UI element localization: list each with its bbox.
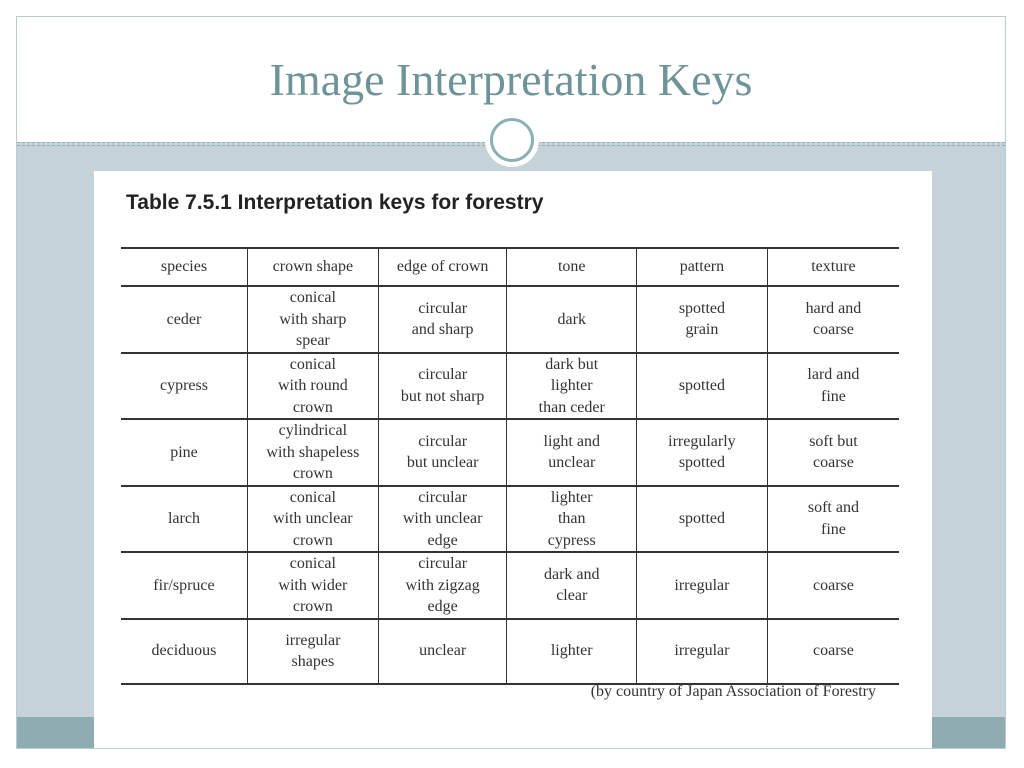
table-cell: conical with round crown: [247, 353, 378, 420]
table-row: [121, 419, 899, 486]
column-header: texture: [767, 248, 899, 286]
interpretation-keys-table: [121, 247, 899, 685]
table-cell: soft and fine: [767, 486, 899, 553]
table-cell: coarse: [767, 552, 899, 619]
table-cell: conical with unclear crown: [247, 486, 378, 553]
table-row: [121, 286, 899, 353]
table-cell: spotted: [637, 486, 768, 553]
table-cell: dark: [507, 286, 637, 353]
table-cell: unclear: [378, 619, 507, 684]
table-cell: irregular: [637, 619, 768, 684]
table-header-row: [121, 248, 899, 286]
table-cell: light and unclear: [507, 419, 637, 486]
table-cell: irregular: [637, 552, 768, 619]
table-cell: spotted: [637, 353, 768, 420]
table-cell: ceder: [166, 310, 202, 328]
table-cell: lighter: [507, 619, 637, 684]
table-cell: larch: [167, 510, 200, 527]
table-cell: circular with unclear edge: [378, 486, 507, 553]
table-cell: conical with wider crown: [247, 552, 378, 619]
column-header: crown shape: [247, 248, 378, 286]
table-cell: cylindrical with shapeless crown: [247, 419, 378, 486]
table-cell: irregularly spotted: [637, 419, 768, 486]
table-body: [121, 286, 899, 684]
table-cell: circular but not sharp: [378, 353, 507, 420]
table-cell: cypress: [159, 377, 208, 394]
column-header: species: [160, 258, 208, 276]
table-cell: dark but lighter than ceder: [507, 353, 637, 420]
table-cell: hard and coarse: [767, 286, 899, 353]
table-cell: coarse: [767, 619, 899, 684]
table-row: [121, 353, 899, 420]
table-cell: circular and sharp: [378, 286, 507, 353]
table-cell: lighter than cypress: [507, 486, 637, 553]
table-row: [121, 552, 899, 619]
table-cell: dark and clear: [507, 552, 637, 619]
table-row: [121, 486, 899, 553]
column-header: edge of crown: [378, 248, 507, 286]
table-cell: fir/spruce: [153, 576, 215, 594]
ring-ornament-icon: [490, 118, 534, 162]
slide-title: Image Interpretation Keys: [269, 54, 753, 105]
table-heading: Table 7.5.1 Interpretation keys for forestry: [126, 191, 544, 214]
column-header: pattern: [637, 248, 768, 286]
table-cell: circular with zigzag edge: [378, 552, 507, 619]
table-cell: deciduous: [151, 642, 217, 660]
table-cell: irregular shapes: [247, 619, 378, 684]
table-cell: lard and fine: [767, 353, 899, 420]
table-cell: soft but coarse: [767, 419, 899, 486]
table-cell: pine: [170, 443, 198, 461]
table-row: [121, 619, 899, 684]
table-cell: spotted grain: [637, 286, 768, 353]
column-header: tone: [507, 248, 637, 286]
table-cell: circular but unclear: [378, 419, 507, 486]
source-credit: (by country of Japan Association of Forestry: [590, 683, 876, 700]
table-image: [94, 171, 932, 749]
table-cell: conical with sharp spear: [247, 286, 378, 353]
slide: [16, 16, 1006, 749]
